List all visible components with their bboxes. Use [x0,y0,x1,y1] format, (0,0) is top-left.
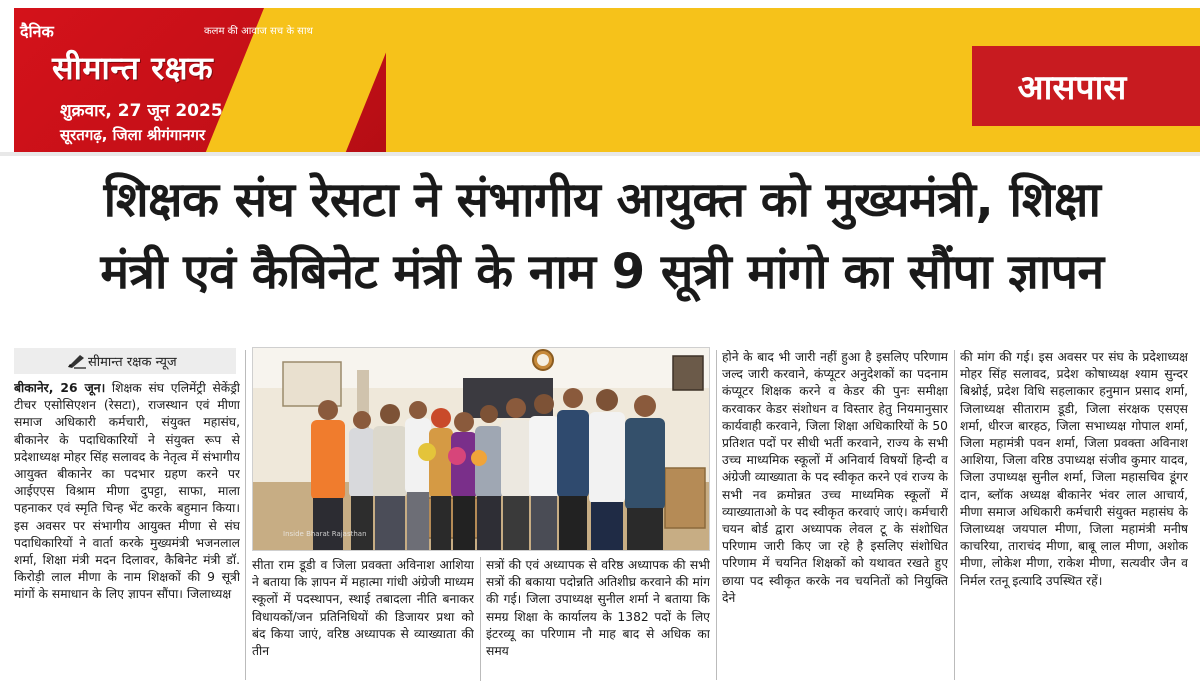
column-rule [245,350,246,680]
group-photo-illustration [253,348,710,551]
column-rule [480,557,481,681]
brand-name: सीमान्त रक्षक [52,49,214,87]
dateline: बीकानेर, 26 जून। [14,381,106,395]
photo-credit: Inside Bharat Rajasthan [283,530,367,538]
column-4-text: होने के बाद भी जारी नहीं हुआ है इसलिए परिणाम जल्द जारी करवाने, कंप्यूटर अनुदेशकों का पदनाम कंप्यूटर शिक्षक करने व केडर की पुनः समीक्षा करवाकर केडर संशोधन व विस्तार हेतु नियमानुसार कार्यवाही करवाने, जिला शिक्षा अधिकारियों के 50 प्रतिशत पदों पर सीधी भर्ती करवाने, राज्य के सभी उच्च माध्यमिक स्कूलों में अनिवार्य विषयों हिन्दी व अंग्रेजी व्याख्याता के पद स्वीकृत करने एवं राज्य के सभी नव क्रमोन्नत उच्च माध्यमिक स्कूलों में व्याख्याताओ के पद स्वीकृत करवाएं जाएं। कर्मचारी चयन बोर्ड द्वारा अध्यापक लेवल टू के संशोधित परिणाम जारी किए जा रहे है इसलिए संशोधित परिणाम में चयनित शिक्षकों को यथावत रखते हुए छाया पद स्वीकृत करके नव चयनितों को नियुक्ति देने [722,350,948,605]
brand-tagline: कलम की आवाज सच के साथ [204,26,313,37]
article-photo [252,347,710,551]
headline-line-2: मंत्री एवं कैबिनेट मंत्री के नाम 9 सूत्री मांगो का सौंपा ज्ञापन [100,244,1104,300]
pen-icon [66,353,88,373]
column-rule [716,350,717,680]
issue-place: सूरतगढ़, जिला श्रीगंगानगर [60,126,206,144]
column-1-text: शिक्षक संघ एलिमेंट्री सेकेंड्री टीचर एसोसिएशन (रेसटा), राजस्थान एवं मीणा समाज अधिकारी कर्मचारी, संयुक्त महासंघ, बीकानेर के पदाधिकारियों ने संयुक्त रूप से प्रदेशाध्यक्ष मोहर सिंह सलावद के नेतृत्व में संभागीय आयुक्त बीकानेर का पदभार ग्रहण करने पर आईएएस विश्राम मीणा दुपट्टा, साफा, माला पहनाकर एवं स्मृति चिन्ह भेंट करके बहुमान किया। इस अवसर पर संभागीय आयुक्त मीणा से संघ पदाधिकारियों ने वार्ता करके मुख्यमंत्री भजनलाल शर्मा, शिक्षा मंत्री मदन दिलावर, कैबिनेट मंत्री डॉ. किरोड़ी लाल मीणा के नाम शिक्षकों की 9 सूत्री मांगों के समाधान के लिए ज्ञापन सौंपा। जिलाध्यक्ष [14,381,240,602]
byline [14,348,236,374]
brand-prefix: दैनिक [20,22,54,41]
issue-date: शुक्रवार, 27 जून 2025 [60,101,223,121]
section-label: आसपास [1017,68,1127,108]
column-2-text: सीता राम डूडी व जिला प्रवक्ता अविनाश आशिया ने बताया कि ज्ञापन में महात्मा गांधी अंग्रेजी माध्यम स्कूलों में पदस्थापन, स्थाई तबादला नीति बनाकर विधायकों/जन प्रतिनिधियों की डिजायर प्रथा को बंद किया जाएं, वरिष्ठ अध्यापक से व्याख्याता की तीन [252,558,474,659]
column-3-text: सत्रों की एवं अध्यापक से वरिष्ठ अध्यापक की सभी सत्रों की बकाया पदोन्नति अतिशीघ्र करवाने की मांग की गई। जिला उपाध्यक्ष सुनील शर्मा ने बताया कि समग्र शिक्षा के कार्यालय के 1382 पदों के लिए इंटरव्यू का परिणाम नौ माह बाद से अधिक का समय [486,558,710,659]
column-rule [954,350,955,680]
section-banner [972,46,1200,126]
column-5-text: की मांग की गई। इस अवसर पर संघ के प्रदेशाध्यक्ष मोहर सिंह सलावद, प्रदेश कोषाध्यक्ष श्याम सुन्दर बिश्नोई, प्रदेश विधि सहलाकार हनुमान प्रसाद शर्मा, जिलाध्यक्ष सीताराम डूडी, जिला संरक्षक एसएस शर्मा, धीरज बारहठ, जिला सभाध्यक्ष गोपाल शर्मा, जिला महामंत्री पवन शर्मा, जिला प्रवक्ता अविनाश आशिया, जिला वरिष्ठ उपाध्यक्ष संजीव कुमार यादव, जिला उपाध्यक्ष सुनील शर्मा, जिला महासचिव डूंगर दान, ब्लॉक अध्यक्ष बीकानेर भंवर लाल आचार्य, मीणा समाज अधिकारी कर्मचारी संयुक्त महासंघ के जिलाध्यक्ष जयपाल मीणा, जिला महामंत्री मनीष काचरिया, ताराचंद मीणा, बाबू लाल मीणा, अशोक मीणा, लोकेश मीणा, राकेश मीणा, सत्यवीर जैन व निर्मल रतनू इत्यादि उपस्थित रहें। [960,350,1188,588]
article-column-4 [722,349,948,681]
article-column-3 [486,557,710,681]
headline-line-1: शिक्षक संघ रेसटा ने संभागीय आयुक्त को मुख्यमंत्री, शिक्षा [103,172,1101,228]
article-column-1 [14,380,240,680]
headline [14,164,1190,308]
header-band [386,8,1200,152]
article-column-2 [252,557,474,681]
header-divider [0,152,1200,156]
masthead [14,8,386,152]
article-column-5 [960,349,1188,681]
byline-text: सीमान्त रक्षक न्यूज [88,355,177,370]
